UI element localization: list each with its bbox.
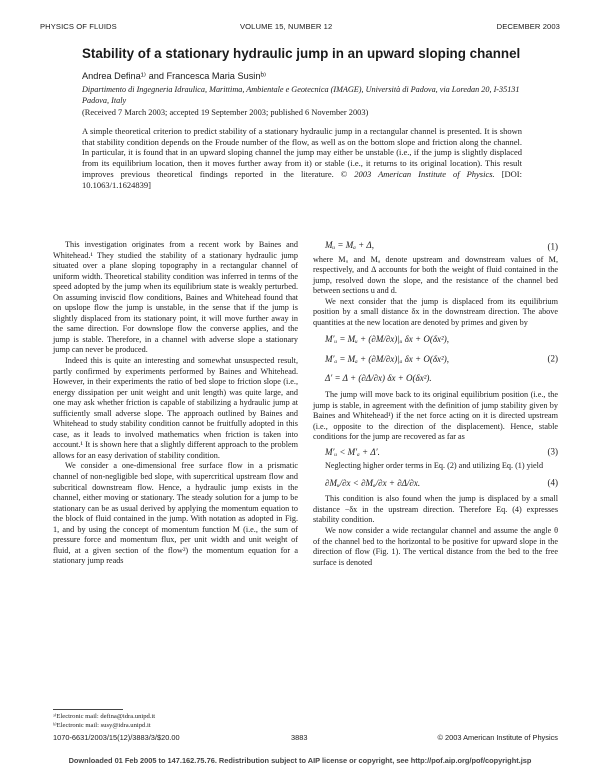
paragraph: We consider a one-dimensional free surface flow in a prismatic channel of non-negligible bed slope, with supercritical upstream flow and subcritical downstream flow. Hence, a hydraulic jump exists in the channel, either moving or stationary. The steady solution for a jump to be stationary can be as usual derived by applying the momentum equation to the block of fluid contained in the jump. With notation as adopted in Fig. 1, and by using the concept of momentum function M (i.e., the sum of pressure force and momentum flux, per unit width and unit weight of fluid, at a given section of the flow²) the momentum equation for a stationary jump reads	[53, 461, 298, 566]
abstract-doi: [DOI: 10.1063/1.1624839]	[82, 168, 522, 190]
authors: Andrea Defina¹⁾ and Francesca Maria Susinᵇ⁾	[82, 71, 267, 81]
abstract-copyright: 2003 American Institute of Physics.	[354, 168, 495, 179]
article-code: 1070-6631/2003/15(12)/3883/3/$20.00	[53, 733, 180, 742]
paragraph: The jump will move back to its original equilibrium position (i.e., the jump is stable, in agreement with the definition of jump stability given by Baines and Whitehead¹) if the net force acting on it is directed upstream (i.e., opposite to the direction of the displacement). Hence, stable conditions for the jump are recovered as far as	[313, 390, 558, 442]
paragraph: This investigation originates from a recent work by Baines and Whitehead.¹ They studied the stability of a stationary hydraulic jump situated over a plane sloping topography in a rectangular channel of uniform width. Theoretical stability condition was inferred in terms of the speed adopted by the jump when its equilibrium state is weakly perturbed. On assuming inviscid flow conditions, Baines and Whitehead found that on upslope flow the jump is unstable, in the sense that if the jump is slightly displaced from its stationary point, it will move further away in the same direction. For downslope flow the converse applies, and the jump is stable. Therefore, in a channel with adverse slope a stationary jump can never be produced.	[53, 240, 298, 355]
equation-3	[313, 443, 558, 462]
paragraph: Indeed this is quite an interesting and somewhat unsuspected result, partly confirmed by experiments performed by Baines and Whitehead. However, in their experiments the ratio of bed slope to friction slope (i.e., energy dissipation per unit weight and unit length) was quite large, and one may ask whether friction is capable of stabilizing a hydraulic jump at sufficiently small adverse slope. The approach outlined by Baines and Whitehead to study stability condition cannot be fruitfully adopted in this case, as it leads to involved mathematics when friction is taken into account.¹ It is shown here that a slightly different approach to the problem allows for an easy derivation of stability condition.	[53, 356, 298, 460]
paragraph: This condition is also found when the jump is displaced by a small distance −δx in the upstream direction. Therefore Eq. (4) expresses stability condition.	[313, 494, 558, 525]
abstract-text: A simple theoretical criterion to predict stability of a stationary hydraulic jump in a rectangular channel is presented. It is shown that stability condition depends on the Froude number of the flow, as well as on the bottom slope and friction along the channel. In particular, it is found that in an upward sloping channel the jump may either be unstable (i.e., if the jump is slightly displaced from its equilibrium location, then it moves further away from it) or stable (i.e., it returns to its original location). This result improves previous theoretical findings reported in the literature. ©	[82, 126, 522, 179]
paragraph: where Mᵤ and Mₐ denote upstream and downstream values of M, respectively, and Δ accounts for both the weight of fluid contained in the jump, resolved down the slope, and the resistance of the channel bed between sections u and d.	[313, 254, 558, 296]
footnote: ᵇ⁾Electronic mail: susy@idra.unipd.it	[53, 721, 151, 729]
footnotes	[53, 713, 298, 730]
issue-date: DECEMBER 2003	[496, 22, 560, 31]
paragraph: Neglecting higher order terms in Eq. (2) and utilizing Eq. (1) yield	[325, 461, 544, 471]
paragraph: We now consider a wide rectangular channel and assume the angle θ of the channel bed to the horizontal to be positive for upward slope in the direction of flow (Fig. 1). The vertical distance from the bed to the free surface is denoted	[313, 526, 558, 567]
footnote-rule	[53, 709, 123, 710]
journal-name: PHYSICS OF FLUIDS	[40, 22, 117, 31]
right-column	[313, 240, 558, 568]
received-dates: (Received 7 March 2003; accepted 19 September 2003; published 6 November 2003)	[82, 108, 369, 117]
download-notice: Downloaded 01 Feb 2005 to 147.162.75.76. Redistribution subject to AIP license or copyright, see http://pof.aip.org/pof/copyright.jsp	[68, 756, 532, 765]
equation-number: (1)	[547, 241, 558, 252]
paragraph: We next consider that the jump is displaced from its equilibrium position by a small distance δx in the downstream direction. The above quantities at the new location are denoted by primes and given by	[313, 296, 558, 327]
abstract	[82, 126, 522, 190]
equation-body: M′ᵤ = Mᵤ + (∂M/∂x)|ᵤ δx + O(δx²),	[325, 334, 449, 345]
equation-2	[313, 328, 558, 390]
equation-body: M′ᵤ < M′ₐ + Δ′.	[325, 446, 380, 457]
equation-1	[313, 240, 558, 255]
volume-number: VOLUME 15, NUMBER 12	[240, 22, 333, 31]
equation-number: (3)	[547, 446, 558, 457]
equation-4	[313, 472, 558, 495]
equation-body: Δ′ = Δ + (∂Δ/∂x) δx + O(δx²).	[325, 373, 432, 384]
page-number: 3883	[291, 733, 308, 742]
affiliation: Dipartimento di Ingegneria Idraulica, Marittima, Ambientale e Geotecnica (IMAGE), Università di Padova, via Loredan 20, I-35131 Padova, Italy	[82, 85, 520, 105]
left-column	[53, 240, 298, 567]
footer-copyright: © 2003 American Institute of Physics	[437, 733, 558, 742]
footnote: ᵃ⁾Electronic mail: defina@idra.unipd.it	[53, 713, 156, 720]
equation-body: M′ₐ = Mₐ + (∂M/∂x)|ₐ δx + O(δx²),	[325, 353, 449, 364]
equation-body: ∂Mᵤ/∂x < ∂Mₐ/∂x + ∂Δ/∂x.	[325, 477, 421, 488]
paper-title: Stability of a stationary hydraulic jump in an upward sloping channel	[82, 46, 521, 61]
equation-number: (4)	[547, 477, 558, 488]
equation-number: (2)	[547, 353, 558, 364]
equation-body: Mᵤ = Mₐ + Δ,	[325, 240, 374, 250]
